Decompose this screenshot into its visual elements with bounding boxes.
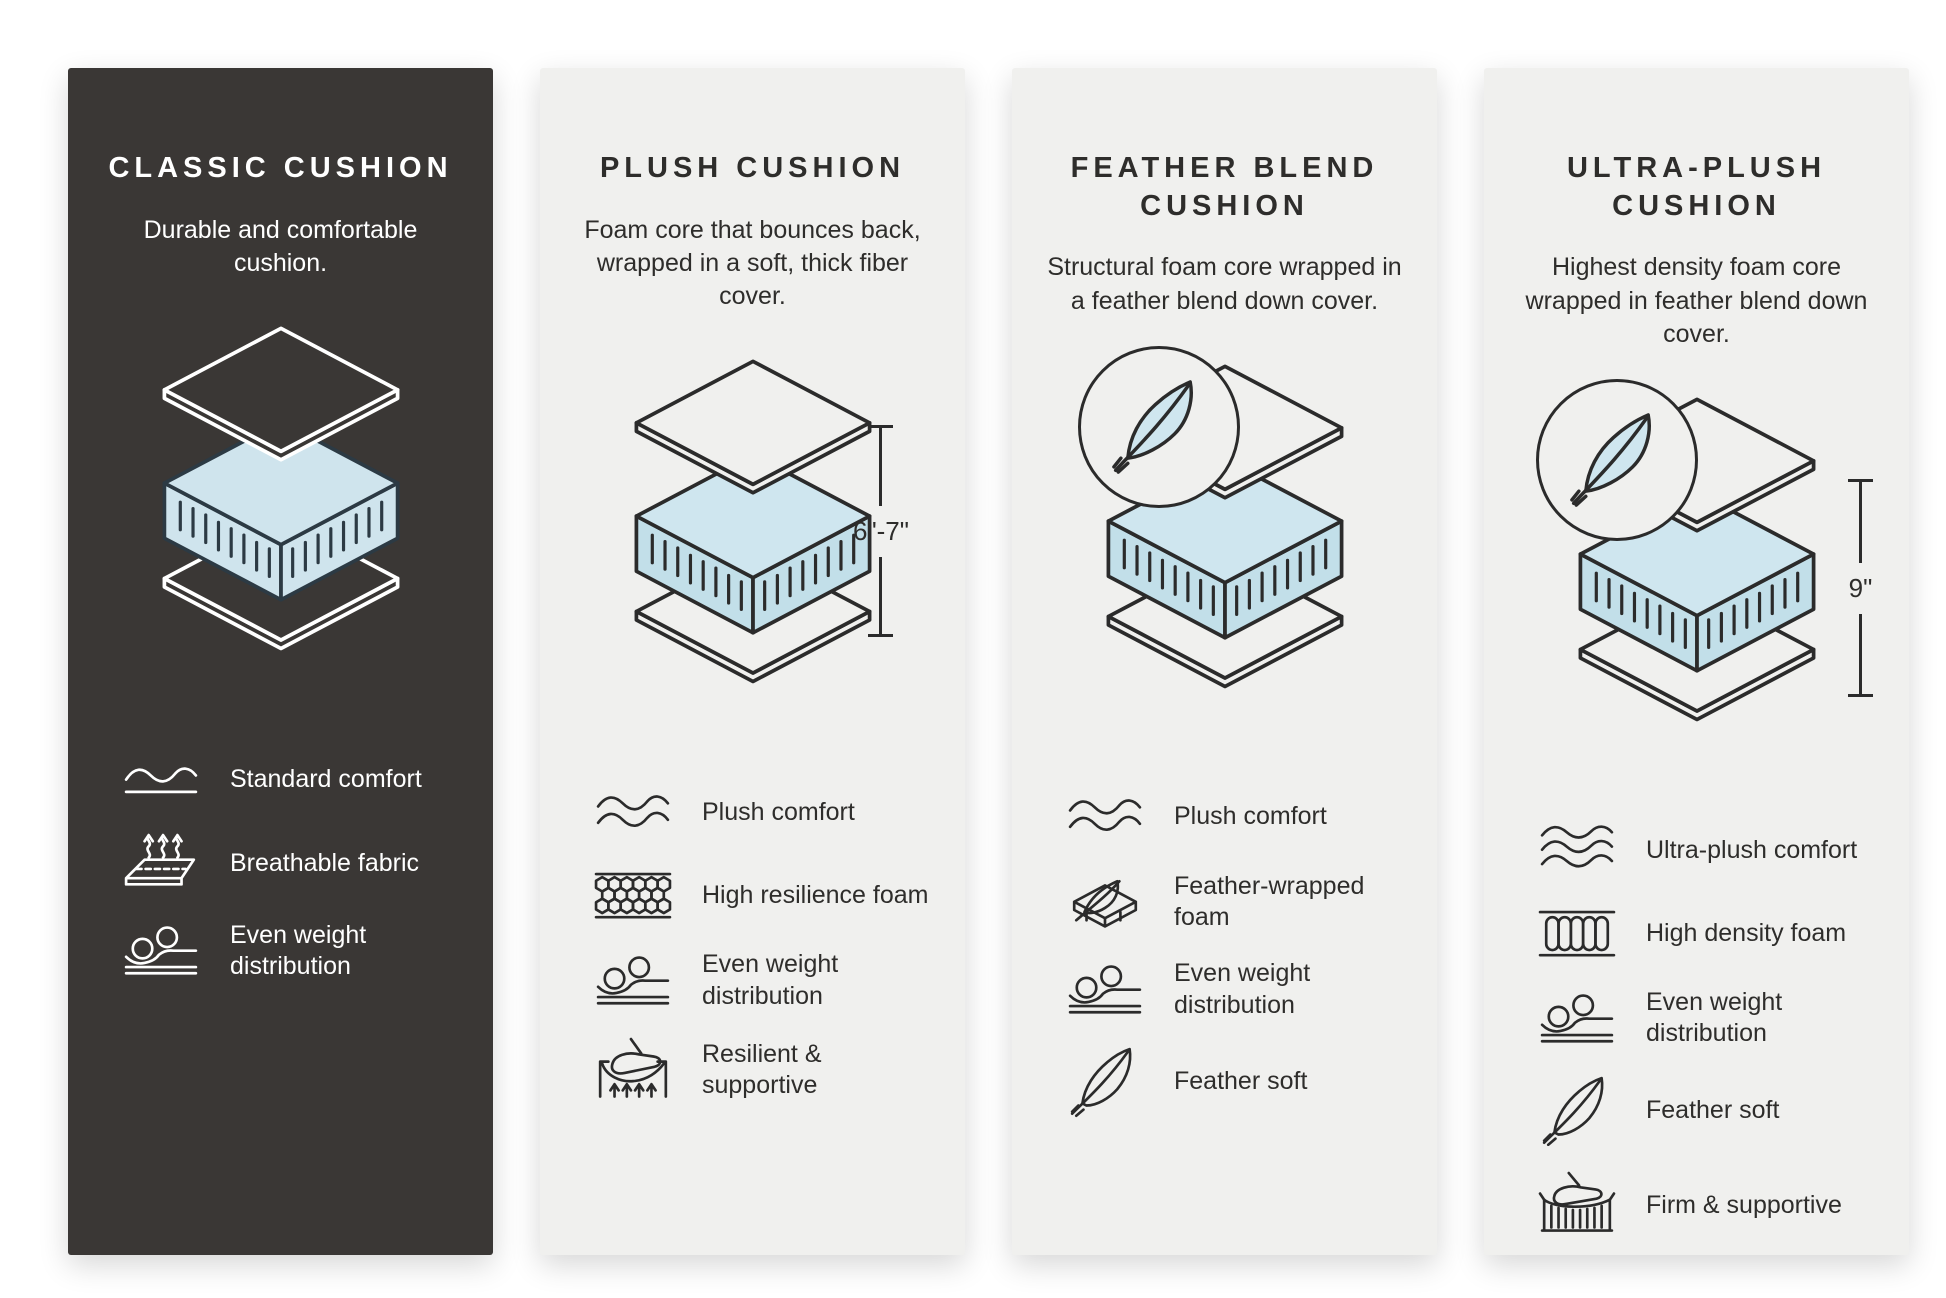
plush-comfort-icon <box>1066 794 1144 839</box>
card-title: FEATHER BLEND CUSHION <box>1070 152 1379 222</box>
feature-label: Feather soft <box>1646 1095 1780 1124</box>
cushion-layers-illustration <box>1516 393 1877 773</box>
feature-label: Standard comfort <box>230 764 422 793</box>
dimension-label: 6"-7" <box>852 515 909 546</box>
card-ultra-plush-cushion <box>1484 68 1909 1255</box>
feather-soft-icon <box>1538 1075 1616 1147</box>
feature-row <box>594 783 933 841</box>
feature-row <box>594 1037 933 1103</box>
feature-list <box>1044 788 1405 1118</box>
feature-row <box>1538 904 1877 962</box>
feature-label: High resilience foam <box>702 880 929 909</box>
firm-supportive-icon <box>1538 1171 1616 1239</box>
card-description: Structural foam core wrapped in a feather blend down cover. <box>1047 253 1402 315</box>
cushion-layers-illustration <box>572 355 933 735</box>
dimension-cap-bottom <box>1848 694 1873 697</box>
feature-list <box>1516 821 1877 1239</box>
feature-row <box>1066 1046 1405 1118</box>
feature-label: Feather soft <box>1174 1067 1308 1096</box>
feature-row <box>122 920 461 983</box>
even-weight-icon <box>594 954 672 1007</box>
feature-label: Even weight distribution <box>702 950 839 1010</box>
even-weight-icon <box>1066 963 1144 1016</box>
card-description: Highest density foam core wrapped in feather blend down cover. <box>1525 253 1868 348</box>
card-title: ULTRA-PLUSH CUSHION <box>1566 152 1827 222</box>
feather-badge <box>1078 346 1240 508</box>
feature-label: Resilient & supportive <box>702 1039 822 1099</box>
card-description: Durable and comfortable cushion. <box>143 215 418 277</box>
card-title: PLUSH CUSHION <box>599 152 906 184</box>
breathable-fabric-icon <box>122 833 200 895</box>
dimension-label: 9" <box>1848 572 1873 603</box>
feather-soft-icon <box>1066 1046 1144 1118</box>
dimension-cap-bottom <box>868 634 893 637</box>
feature-row <box>1538 821 1877 879</box>
feature-label: Firm & supportive <box>1646 1190 1842 1219</box>
dimension-line <box>879 557 882 635</box>
ultra-plush-comfort-icon <box>1538 823 1616 876</box>
high-density-foam-icon <box>1538 909 1616 958</box>
feature-row <box>1066 958 1405 1021</box>
dimension-line <box>879 428 882 506</box>
layered-cushion-diagram-icon <box>122 322 440 656</box>
standard-comfort-icon <box>122 757 200 802</box>
cushion-layers-illustration <box>100 322 461 702</box>
feature-label: Ultra-plush comfort <box>1646 835 1858 864</box>
feature-row <box>1066 871 1405 934</box>
feature-label: Even weight distribution <box>230 920 367 981</box>
feature-label: Feather-wrapped foam <box>1174 871 1365 932</box>
feather-wrapped-foam-icon <box>1066 871 1144 933</box>
card-feather-blend-cushion <box>1012 68 1437 1255</box>
height-dimension-marker <box>1848 479 1873 697</box>
feature-list <box>572 783 933 1102</box>
cushion-layers-illustration <box>1044 360 1405 740</box>
height-dimension-marker <box>853 425 909 637</box>
feature-row <box>594 949 933 1012</box>
feature-row <box>1538 1075 1877 1147</box>
card-classic-cushion <box>68 68 493 1255</box>
feature-row <box>1538 1171 1877 1239</box>
card-title: CLASSIC CUSHION <box>108 152 453 184</box>
feature-row <box>122 750 461 808</box>
feature-row <box>594 866 933 924</box>
feature-label: Plush comfort <box>1174 802 1327 831</box>
card-plush-cushion <box>540 68 965 1255</box>
even-weight-icon <box>1538 992 1616 1045</box>
feather-icon <box>1565 408 1669 512</box>
feature-label: Breathable fabric <box>230 849 420 878</box>
feature-row <box>122 833 461 895</box>
feature-row <box>1066 788 1405 846</box>
even-weight-icon <box>122 924 200 977</box>
feature-label: Even weight distribution <box>1646 988 1783 1048</box>
feature-row <box>1538 987 1877 1050</box>
plush-comfort-icon <box>594 790 672 835</box>
feather-icon <box>1107 375 1211 479</box>
honeycomb-foam-icon <box>594 872 672 919</box>
feature-label: High density foam <box>1646 918 1847 947</box>
dimension-line <box>1859 482 1862 563</box>
feature-label: Plush comfort <box>702 797 855 826</box>
feature-list <box>100 750 461 982</box>
feather-badge <box>1536 379 1698 541</box>
feature-label: Even weight distribution <box>1174 959 1311 1019</box>
card-description: Foam core that bounces back, wrapped in a soft, thick fiber cover. <box>584 215 921 311</box>
dimension-line <box>1859 614 1862 695</box>
resilient-supportive-icon <box>594 1037 672 1103</box>
